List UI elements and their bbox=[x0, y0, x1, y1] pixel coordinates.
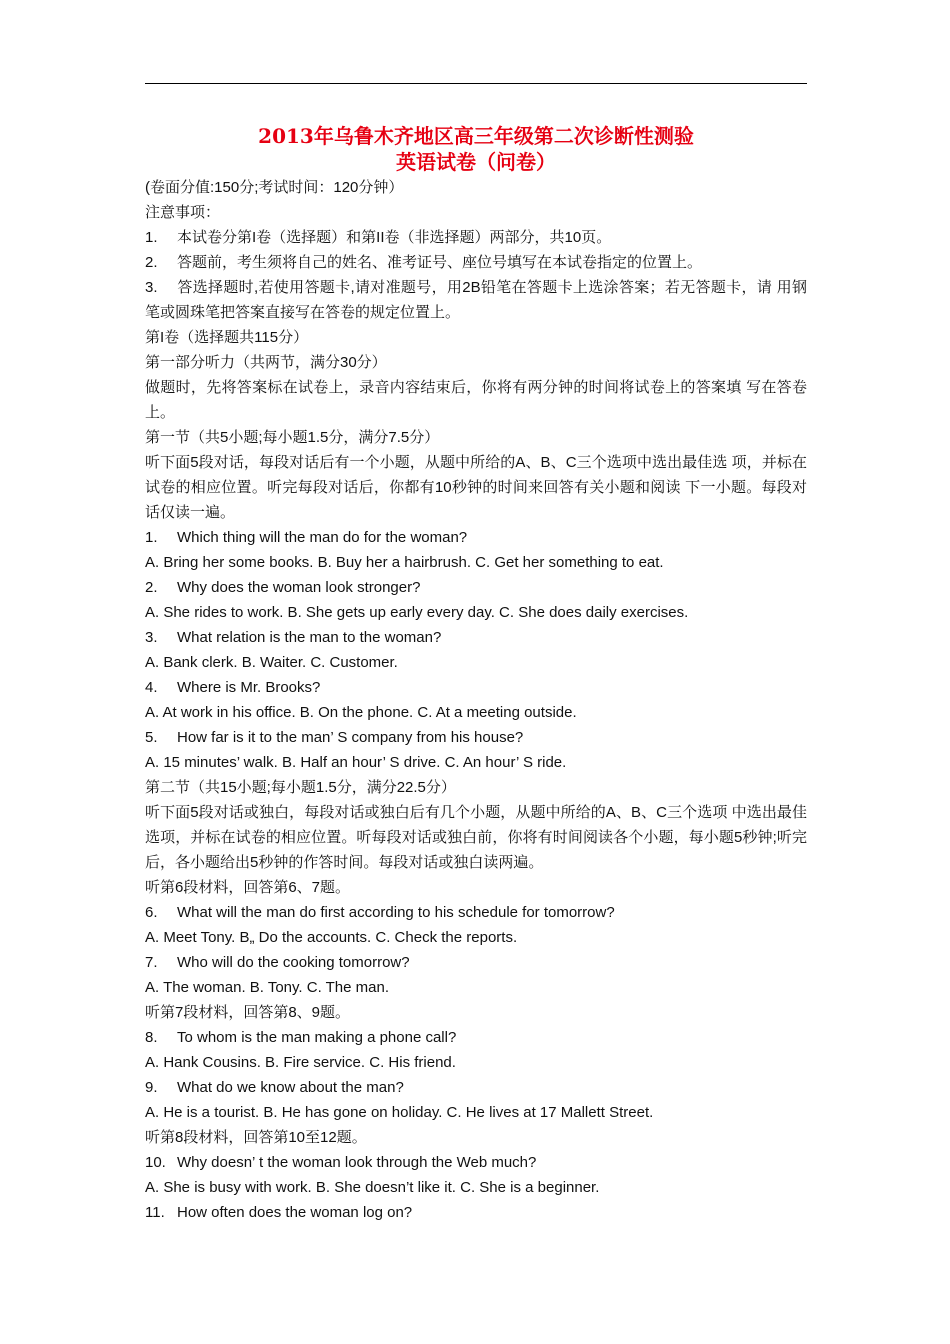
note-item bbox=[145, 225, 807, 250]
item-number: 5. bbox=[145, 729, 158, 746]
section1-instructions: 听下面5段对话，每段对话后有一个小题，从题中所给的A、B、C三个选项中选出最佳选 项，并标在试卷的相应位置。听完每段对话后，你都有10秒钟的时间来回答有关小题和阅读 下一小题。每段对话仅读一遍。 bbox=[145, 454, 807, 521]
document-title: 2013年乌鲁木齐地区高三年级第二次诊断性测验 bbox=[258, 124, 694, 148]
answer-options: A. The woman. B. Tony. C. The man. bbox=[145, 979, 390, 996]
item-text: 本试卷分第I卷（选择题）和第II卷（非选择题）两部分，共10页。 bbox=[177, 229, 612, 246]
item-text: 答题前，考生须将自己的姓名、准考证号、座位号填写在本试卷指定的位置上。 bbox=[177, 254, 703, 271]
question bbox=[145, 900, 807, 925]
material-instruction: 听第6段材料，回答第6、7题。 bbox=[145, 879, 351, 896]
item-text: How far is it to the man’ S company from his house? bbox=[177, 729, 524, 746]
item-number: 9. bbox=[145, 1079, 158, 1096]
item-text: Where is Mr. Brooks? bbox=[177, 679, 321, 696]
question bbox=[145, 675, 807, 700]
item-text: 答选择题时,若使用答题卡,请对准题号，用2B铅笔在答题卡上选涂答案；若无答题卡，请 用钢笔或圆珠笔把答案直接写在答卷的规定位置上。 bbox=[145, 279, 807, 321]
item-number: 3. bbox=[145, 279, 158, 296]
question bbox=[145, 950, 807, 975]
item-number: 11. bbox=[145, 1204, 165, 1221]
item-number: 1. bbox=[145, 529, 158, 546]
listening-instructions: 做题时，先将答案标在试卷上，录音内容结束后，你将有两分钟的时间将试卷上的答案填 写在答卷上。 bbox=[145, 379, 807, 421]
listening-part-heading: 第一部分听力（共两节，满分30分） bbox=[145, 354, 387, 371]
answer-options: A. She is busy with work. B. She doesn’t like it. C. She is a beginner. bbox=[145, 1179, 600, 1196]
item-number: 3. bbox=[145, 629, 158, 646]
question bbox=[145, 625, 807, 650]
question bbox=[145, 1200, 807, 1225]
question bbox=[145, 575, 807, 600]
question bbox=[145, 1025, 807, 1050]
answer-options: A. 15 minutes’ walk. B. Half an hour’ S drive. C. An hour’ S ride. bbox=[145, 754, 567, 771]
item-text: How often does the woman log on? bbox=[177, 1204, 413, 1221]
answer-options: A. Bring her some books. B. Buy her a hairbrush. C. Get her something to eat. bbox=[145, 554, 664, 571]
item-text: Why does the woman look stronger? bbox=[177, 579, 421, 596]
score-time-info: (卷面分值:150分;考试时间：120分钟） bbox=[145, 179, 404, 196]
item-number: 6. bbox=[145, 904, 158, 921]
answer-options: A. Bank clerk. B. Waiter. C. Customer. bbox=[145, 654, 398, 671]
question bbox=[145, 725, 807, 750]
item-text: What will the man do first according to his schedule for tomorrow? bbox=[177, 904, 615, 921]
section1-questions bbox=[145, 525, 807, 775]
item-number: 2. bbox=[145, 579, 158, 596]
item-text: Why doesn’ t the woman look through the Web much? bbox=[177, 1154, 537, 1171]
section1-heading: 第一节（共5小题;每小题1.5分，满分7.5分） bbox=[145, 429, 440, 446]
item-number: 1. bbox=[145, 229, 158, 246]
item-number: 8. bbox=[145, 1029, 158, 1046]
answer-options: A. Meet Tony. B„ Do the accounts. C. Check the reports. bbox=[145, 929, 518, 946]
material-instruction: 听第7段材料，回答第8、9题。 bbox=[145, 1004, 351, 1021]
item-text: What do we know about the man? bbox=[177, 1079, 404, 1096]
volume-heading: 第I卷（选择题共115分） bbox=[145, 329, 309, 346]
item-number: 2. bbox=[145, 254, 158, 271]
item-number: 10. bbox=[145, 1154, 166, 1171]
answer-options: A. At work in his office. B. On the phone. C. At a meeting outside. bbox=[145, 704, 577, 721]
item-text: To whom is the man making a phone call? bbox=[177, 1029, 457, 1046]
section2-questions bbox=[145, 875, 807, 1225]
note-item bbox=[145, 275, 807, 325]
section2-instructions: 听下面5段对话或独白，每段对话或独白后有几个小题，从题中所给的A、B、C三个选项 中选出最佳选项，并标在试卷的相应位置。听每段对话或独白前，你将有时间阅读各个小题，每小题5秒钟;听完后，各小题给出5秒钟的作答时间。每段对话或独白读两遍。 bbox=[145, 804, 807, 871]
question bbox=[145, 1150, 807, 1175]
document-body bbox=[145, 123, 807, 1225]
answer-options: A. She rides to work. B. She gets up early every day. C. She does daily exercises. bbox=[145, 604, 689, 621]
item-text: What relation is the man to the woman? bbox=[177, 629, 442, 646]
notes-list bbox=[145, 225, 807, 325]
material-instruction: 听第8段材料，回答第10至12题。 bbox=[145, 1129, 367, 1146]
item-text: Which thing will the man do for the woman? bbox=[177, 529, 468, 546]
document-subtitle: 英语试卷（问卷） bbox=[396, 150, 556, 174]
item-number: 7. bbox=[145, 954, 158, 971]
item-text: Who will do the cooking tomorrow? bbox=[177, 954, 410, 971]
question bbox=[145, 525, 807, 550]
item-number: 4. bbox=[145, 679, 158, 696]
header-rule bbox=[145, 83, 807, 84]
note-item bbox=[145, 250, 807, 275]
question bbox=[145, 1075, 807, 1100]
answer-options: A. Hank Cousins. B. Fire service. C. His friend. bbox=[145, 1054, 456, 1071]
section2-heading: 第二节（共15小题;每小题1.5分，满分22.5分） bbox=[145, 779, 456, 796]
answer-options: A. He is a tourist. B. He has gone on holiday. C. He lives at 17 Mallett Street. bbox=[145, 1104, 654, 1121]
notes-heading: 注意事项： bbox=[145, 204, 221, 221]
